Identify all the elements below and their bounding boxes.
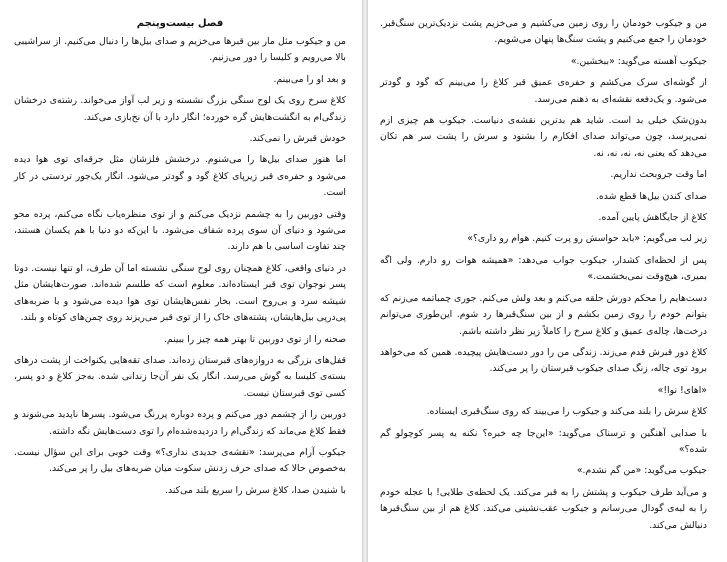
paragraph: وقتی دوربین را به چشمم نزدیک می‌کنم و از توی منظره‌یاب نگاه می‌کنم، پرده محو می‌شود و دنیای آن سوی پرده شفاف می‌شود. با این‌که دو دنیا با هم یکسان هستند، چند تفاوت اساسی با هم دارند.	[14, 208, 346, 253]
right-page-text	[380, 16, 707, 534]
paragraph: «اهای! نوا!»	[657, 384, 707, 396]
paragraph: اما هنوز صدای بیل‌ها را می‌شنوم. درخشش فلزشان مثل جرقه‌ای توی هوا دیده می‌شود و حفره‌ی قبر زیرپای کلاغ گود و گودتر می‌شود. انگار یک‌جور تردستی در کار است.	[14, 154, 346, 199]
paragraph: از گوشه‌ای سرک می‌کشم و حفره‌ی عمیق قبر کلاغ را می‌بینم که گود و گودتر می‌شود. و یک‌دفعه نقشه‌ای به ذهنم می‌رسد.	[380, 77, 707, 105]
paragraph: دست‌هایم را محکم دورش حلقه می‌کنم و بعد ولش می‌کنم. جوری چمباتمه می‌زنم که بتوانم خودم را روی زمین بکشم و از بین سنگ‌قبرها رد شوم. این‌طوری می‌توانم درخت‌ها، چاله‌ی عمیق و کلاغ سرخ را کاملاً زیر نظر داشته باشم.	[380, 292, 707, 337]
paragraph: صحنه را از توی دوربین تا بهتر همه چیز را ببینم.	[163, 333, 346, 345]
paragraph: زیر لب می‌گویم: «باید حواسش رو پرت کنیم. هوام رو داری؟»	[467, 233, 707, 245]
paragraph: کلاغ دور قبرش قدم می‌زند. زندگی من را دور دست‌هایش پیچیده. همین که می‌خواهد برود توی چاله، زنگ صدای جیکوب قبرستان را پر می‌کند.	[380, 346, 707, 375]
paragraph: جیکوب آرام می‌پرسد: «نقشه‌ی جدیدی نداری؟» وقت خوبی برای این سؤال نیست. به‌خصوص حالا که صدای حرف زدنش سکوت میان ضربه‌های بیل را پر می‌کند.	[14, 446, 346, 475]
paragraph: صدای کندن بیل‌ها قطع شده.	[595, 190, 707, 202]
left-page-text	[14, 34, 346, 499]
chapter-title: فصل بیست‌وپنجم	[136, 18, 224, 29]
right-page	[368, 0, 727, 562]
paragraph: و می‌آید طرف جیکوب و پشتش را به قبر می‌کند. یک لحظه‌ی طلایی! با عجله خودم را به لبه‌ی گودال می‌رسانم و جیکوب عقب‌نشینی می‌کند. کلاغ هم از بین سنگ‌قبرها دنبالش می‌کند.	[380, 486, 707, 531]
paragraph: من و جیکوب مثل مار بین قبرها می‌خزیم و صدای بیل‌ها را دنبال می‌کنیم. از سراشیبی بالا می‌رویم و کلیسا را دور می‌زنیم.	[14, 36, 346, 64]
paragraph: پس از لحظه‌ای کشدار، جیکوب جواب می‌دهد: «همیشه هوات رو دارم. ولی اگه بمیری، هیچ‌وقت نمی‌بخشمت.»	[380, 254, 707, 283]
paragraph: کلاغ از جایگاهش پایین آمده.	[598, 212, 707, 224]
paragraph: خودش قبرش را نمی‌کند.	[249, 133, 346, 145]
paragraph: جیکوب می‌گوید: «من گم نشدم.»	[576, 465, 707, 477]
paragraph: اما وقت جروبحث نداریم.	[610, 169, 707, 181]
paragraph: بدون‌شک خیلی بد است. شاید هم بدترین نقشه‌ی دنیاست. جیکوب هم چیزی ازم نمی‌پرسد، چون می‌تواند صدای افکارم را بشنود و سرش را پشت سر هم تکان می‌دهد که یعنی نه، نه، نه، نه.	[380, 115, 707, 159]
paragraph: در دنیای واقعی، کلاغ همچنان روی لوح سنگی نشسته اما آن طرف، او تنها نیست. دوتا پسر نوجوان توی قبر ایستاده‌اند. معلوم است که طلسم شده‌اند. صورت‌هایشان مثل شیشه سرد و بی‌روح است. بخار نفس‌هایشان توی هوا دیده می‌شود و با ضربه‌های پی‌درپی بیل‌هایشان، پشته‌های خاک را از توی قبر می‌ریزند روی چمن‌های کوتاه و بلند.	[14, 262, 346, 324]
paragraph: جیکوب آهسته می‌گوید: «ببخشین.»	[570, 55, 707, 67]
paragraph: دوربین را از چشمم دور می‌کنم و پرده دوباره پررنگ می‌شود. پسرها ناپدید می‌شوند و فقط کلاغ می‌ماند که زندگی‌ام را دزدیده‌شده‌ام را توی دست‌هایش نگه داشته.	[14, 409, 346, 437]
paragraph: کلاغ سرخ روی یک لوح سنگی بزرگ نشسته و زیر لب آواز می‌خواند. رشته‌ی درخشان زندگی‌ام به انگشت‌هایش گره خورده؛ انگار دارد با آن نخ‌بازی می‌کند.	[14, 95, 346, 123]
paragraph: کلاغ سرش را بلند می‌کند و جیکوب را می‌بیند که روی سنگ‌قبری ایستاده.	[426, 406, 707, 418]
paragraph: قفل‌های بزرگی به دروازه‌های قبرستان زده‌اند. صدای تقه‌هایی یکنواخت از پشت درهای بسته‌ی کلیسا به گوش می‌رسد. انگار یک نفر آن‌جا زندانی شده. به‌جز کلاغ و دو پسر، کسی توی قبرستان نیست.	[14, 354, 346, 399]
left-page	[0, 0, 362, 562]
paragraph: با صدایی آهنگین و ترسناک می‌گوید: «این‌جا چه خبره؟ نکنه یه پسر کوچولو گم شده؟»	[380, 427, 707, 455]
paragraph: من و جیکوب خودمان را روی زمین می‌کشیم و می‌خزیم پشت نزدیک‌ترین سنگ‌قبر. خودمان را جمع می‌کنیم و پشت سنگ‌ها پنهان می‌شویم.	[380, 18, 707, 46]
paragraph: و بعد او را می‌بینم.	[273, 73, 346, 85]
paragraph: با شنیدن صدا، کلاغ سرش را سریع بلند می‌کند.	[165, 484, 346, 496]
